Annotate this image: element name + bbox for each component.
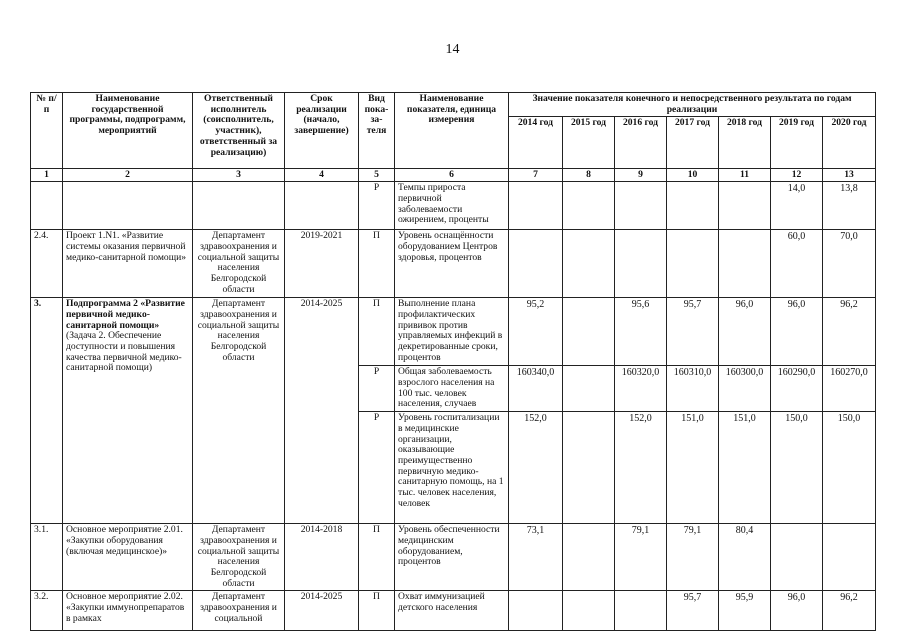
table-row xyxy=(31,524,876,591)
row-kind: П xyxy=(359,524,395,591)
row-value xyxy=(563,412,615,524)
table-row xyxy=(31,298,876,366)
column-number: 3 xyxy=(193,169,285,182)
row-num: 2.4. xyxy=(31,230,63,298)
row-value: 60,0 xyxy=(771,230,823,298)
row-indicator: Общая заболеваемость взрослого населения на 100 тыс. человек населения, случаев xyxy=(395,366,509,412)
row-value xyxy=(771,524,823,591)
row-indicator: Уровень госпитализации в медицинские организации, оказывающие преимущественно первичную медико-санитарную помощь, на 1 тыс. человек населения, человек xyxy=(395,412,509,524)
column-number: 7 xyxy=(509,169,563,182)
row-name: Основное мероприятие 2.02. «Закупки иммунопрепаратов в рамках xyxy=(63,591,193,631)
row-value: 160340,0 xyxy=(509,366,563,412)
column-number: 5 xyxy=(359,169,395,182)
header-responsible: Ответственный исполнитель (соисполнитель, участник), ответственный за реализацию) xyxy=(193,93,285,169)
row-value: 160310,0 xyxy=(667,366,719,412)
header-name: Наименование государственной программы, подпрограмм, мероприятий xyxy=(63,93,193,169)
row-value xyxy=(563,298,615,366)
header-year: 2017 год xyxy=(667,117,719,169)
row-indicator: Охват иммунизацией детского населения xyxy=(395,591,509,631)
row-value xyxy=(509,182,563,230)
row-value: 95,7 xyxy=(667,591,719,631)
row-value: 79,1 xyxy=(667,524,719,591)
row-value xyxy=(615,230,667,298)
row-value xyxy=(509,591,563,631)
subprogram-title: Подпрограмма 2 «Развитие первичной медико-санитарной помощи» xyxy=(66,298,185,331)
row-indicator: Уровень обеспеченности медицинским оборудованием, процентов xyxy=(395,524,509,591)
row-value xyxy=(615,591,667,631)
row-value xyxy=(667,230,719,298)
header-year: 2014 год xyxy=(509,117,563,169)
row-num: 3.2. xyxy=(31,591,63,631)
row-value xyxy=(563,524,615,591)
row-value: 160270,0 xyxy=(823,366,876,412)
row-value xyxy=(563,182,615,230)
row-value: 13,8 xyxy=(823,182,876,230)
row-value: 152,0 xyxy=(615,412,667,524)
row-name xyxy=(63,182,193,230)
header-kind: Вид пока-за-теля xyxy=(359,93,395,169)
row-kind: Р xyxy=(359,182,395,230)
row-value xyxy=(563,230,615,298)
header-indicator: Наименование показателя, единица измерения xyxy=(395,93,509,169)
row-value: 73,1 xyxy=(509,524,563,591)
header-period: Срок реализации (начало, завершение) xyxy=(285,93,359,169)
row-period: 2014-2018 xyxy=(285,524,359,591)
row-responsible: Департамент здравоохранения и социальной xyxy=(193,591,285,631)
row-value xyxy=(509,230,563,298)
row-value: 95,9 xyxy=(719,591,771,631)
row-kind: П xyxy=(359,591,395,631)
row-period xyxy=(285,182,359,230)
row-value: 151,0 xyxy=(719,412,771,524)
row-period: 2019-2021 xyxy=(285,230,359,298)
results-table xyxy=(30,92,876,631)
row-indicator: Уровень оснащённости оборудованием Центров здоровья, процентов xyxy=(395,230,509,298)
column-number: 12 xyxy=(771,169,823,182)
column-number: 1 xyxy=(31,169,63,182)
row-name xyxy=(63,298,193,524)
column-number: 8 xyxy=(563,169,615,182)
column-number: 9 xyxy=(615,169,667,182)
row-value: 95,6 xyxy=(615,298,667,366)
row-value: 160300,0 xyxy=(719,366,771,412)
row-indicator: Выполнение плана профилактических прививок против управляемых инфекций в декретированные сроки, процентов xyxy=(395,298,509,366)
row-value: 96,0 xyxy=(771,591,823,631)
row-value xyxy=(719,230,771,298)
row-value xyxy=(823,524,876,591)
row-responsible: Департамент здравоохранения и социальной защиты населения Белгородской области xyxy=(193,524,285,591)
header-year: 2016 год xyxy=(615,117,667,169)
row-period: 2014-2025 xyxy=(285,591,359,631)
header-num: № п/п xyxy=(31,93,63,169)
row-responsible xyxy=(193,182,285,230)
column-number: 10 xyxy=(667,169,719,182)
row-value: 79,1 xyxy=(615,524,667,591)
row-value: 160290,0 xyxy=(771,366,823,412)
row-value: 160320,0 xyxy=(615,366,667,412)
row-value: 14,0 xyxy=(771,182,823,230)
row-num xyxy=(31,182,63,230)
header-year: 2020 год xyxy=(823,117,876,169)
column-number: 11 xyxy=(719,169,771,182)
row-value: 80,4 xyxy=(719,524,771,591)
row-value: 96,0 xyxy=(771,298,823,366)
page-number: 14 xyxy=(445,42,460,57)
header-year: 2018 год xyxy=(719,117,771,169)
row-num: 3. xyxy=(31,298,63,524)
column-number: 2 xyxy=(63,169,193,182)
row-value xyxy=(667,182,719,230)
row-name: Основное мероприятие 2.01. «Закупки оборудования (включая медицинское)» xyxy=(63,524,193,591)
table-row xyxy=(31,591,876,631)
row-responsible: Департамент здравоохранения и социальной защиты населения Белгородской области xyxy=(193,298,285,524)
row-period: 2014-2025 xyxy=(285,298,359,524)
table-row xyxy=(31,182,876,230)
row-kind: Р xyxy=(359,366,395,412)
header-year: 2019 год xyxy=(771,117,823,169)
row-value: 96,2 xyxy=(823,591,876,631)
row-value: 95,2 xyxy=(509,298,563,366)
row-value xyxy=(719,182,771,230)
row-value: 95,7 xyxy=(667,298,719,366)
row-value xyxy=(563,366,615,412)
row-kind: П xyxy=(359,230,395,298)
column-number: 13 xyxy=(823,169,876,182)
table-row xyxy=(31,230,876,298)
row-value: 96,0 xyxy=(719,298,771,366)
row-value xyxy=(563,591,615,631)
row-value xyxy=(615,182,667,230)
row-value: 150,0 xyxy=(823,412,876,524)
column-number-row xyxy=(31,169,876,182)
row-value: 96,2 xyxy=(823,298,876,366)
row-num: 3.1. xyxy=(31,524,63,591)
row-value: 152,0 xyxy=(509,412,563,524)
row-responsible: Департамент здравоохранения и социальной защиты населения Белгородской области xyxy=(193,230,285,298)
row-value: 150,0 xyxy=(771,412,823,524)
row-indicator: Темпы прироста первичной заболеваемости ожирением, проценты xyxy=(395,182,509,230)
row-kind: П xyxy=(359,298,395,366)
row-kind: Р xyxy=(359,412,395,524)
subprogram-task: (Задача 2. Обеспечение доступности и повышения качества первичной медико-санитарной помощи) xyxy=(66,330,182,374)
header-values-group: Значение показателя конечного и непосредственного результата по годам реализации xyxy=(509,93,876,117)
row-value: 70,0 xyxy=(823,230,876,298)
row-name: Проект 1.N1. «Развитие системы оказания первичной медико-санитарной помощи» xyxy=(63,230,193,298)
column-number: 6 xyxy=(395,169,509,182)
row-value: 151,0 xyxy=(667,412,719,524)
column-number: 4 xyxy=(285,169,359,182)
header-year: 2015 год xyxy=(563,117,615,169)
